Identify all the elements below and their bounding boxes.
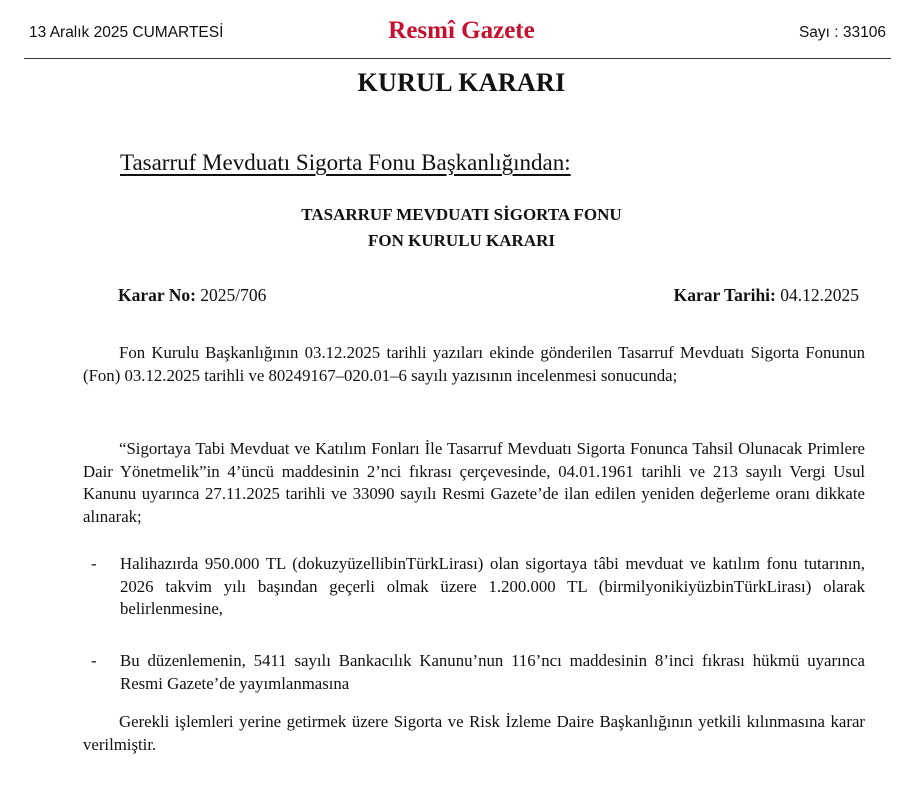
body-paragraph-1: Fon Kurulu Başkanlığının 03.12.2025 tarihli yazıları ekinde gönderilen Tasarruf Mevduatı Sigorta Fonunun (Fon) 03.12.2025 tarihli ve 80249167–020.01–6 sayılı yazısının incelenmesi sonucunda; xyxy=(83,343,865,385)
decision-number-label: Karar No: xyxy=(118,285,196,305)
header-divider xyxy=(24,58,891,59)
header-issue-number: Sayı : 33106 xyxy=(798,24,886,41)
bullet-dash: - xyxy=(91,554,97,573)
header-date: 13 Aralık 2025 CUMARTESİ xyxy=(29,24,224,41)
decision-date xyxy=(674,285,859,306)
list-item-text: Halihazırda 950.000 TL (dokuzyüzellibinTürkLirası) olan sigortaya tâbi mevduat ve katılım fonu tutarının, 2026 takvim yılı başından geçerli olmak üzere 1.200.000 TL (birmilyonikiyüzbinTürkLirası) olarak belirlenmesine, xyxy=(120,554,865,618)
document-title-line-1: TASARRUF MEVDUATI SİGORTA FONU xyxy=(301,205,622,224)
masthead-title: Resmî Gazete xyxy=(388,17,535,44)
bullet-dash: - xyxy=(91,651,97,670)
decision-number xyxy=(118,285,266,306)
document-title-line-2: FON KURULU KARARI xyxy=(368,231,555,250)
section-title: KURUL KARARI xyxy=(357,68,566,97)
body-paragraph-2: “Sigortaya Tabi Mevduat ve Katılım Fonları İle Tasarruf Mevduatı Sigorta Fonunca Tahsil Olunacak Primlere Dair Yönetmelik”in 4’üncü maddesinin 2’nci fıkrası çerçevesinde, 04.01.1961 tarihli ve 213 sayılı Vergi Usul Kanunu uyarınca 27.11.2025 tarihli ve 33090 sayılı Resmi Gazete’de ilan edilen yeniden değerleme oranı dikkate alınarak; xyxy=(83,439,865,526)
list-item-text: Bu düzenlemenin, 5411 sayılı Bankacılık Kanunu’nun 116’ncı maddesinin 8’inci fıkrası hükmü uyarınca Resmi Gazete’de yayımlanmasına xyxy=(120,651,865,693)
list-item xyxy=(83,650,865,695)
list-item xyxy=(83,553,865,621)
decision-date-value: 04.12.2025 xyxy=(775,285,859,305)
closing-paragraph: Gerekli işlemleri yerine getirmek üzere Sigorta ve Risk İzleme Daire Başkanlığının yetkili kılınmasına karar verilmiştir. xyxy=(83,712,865,754)
decision-date-label: Karar Tarihi: xyxy=(673,285,776,305)
decision-number-value: 2025/706 xyxy=(195,285,267,305)
issuer-heading: Tasarruf Mevduatı Sigorta Fonu Başkanlığından: xyxy=(120,150,571,175)
